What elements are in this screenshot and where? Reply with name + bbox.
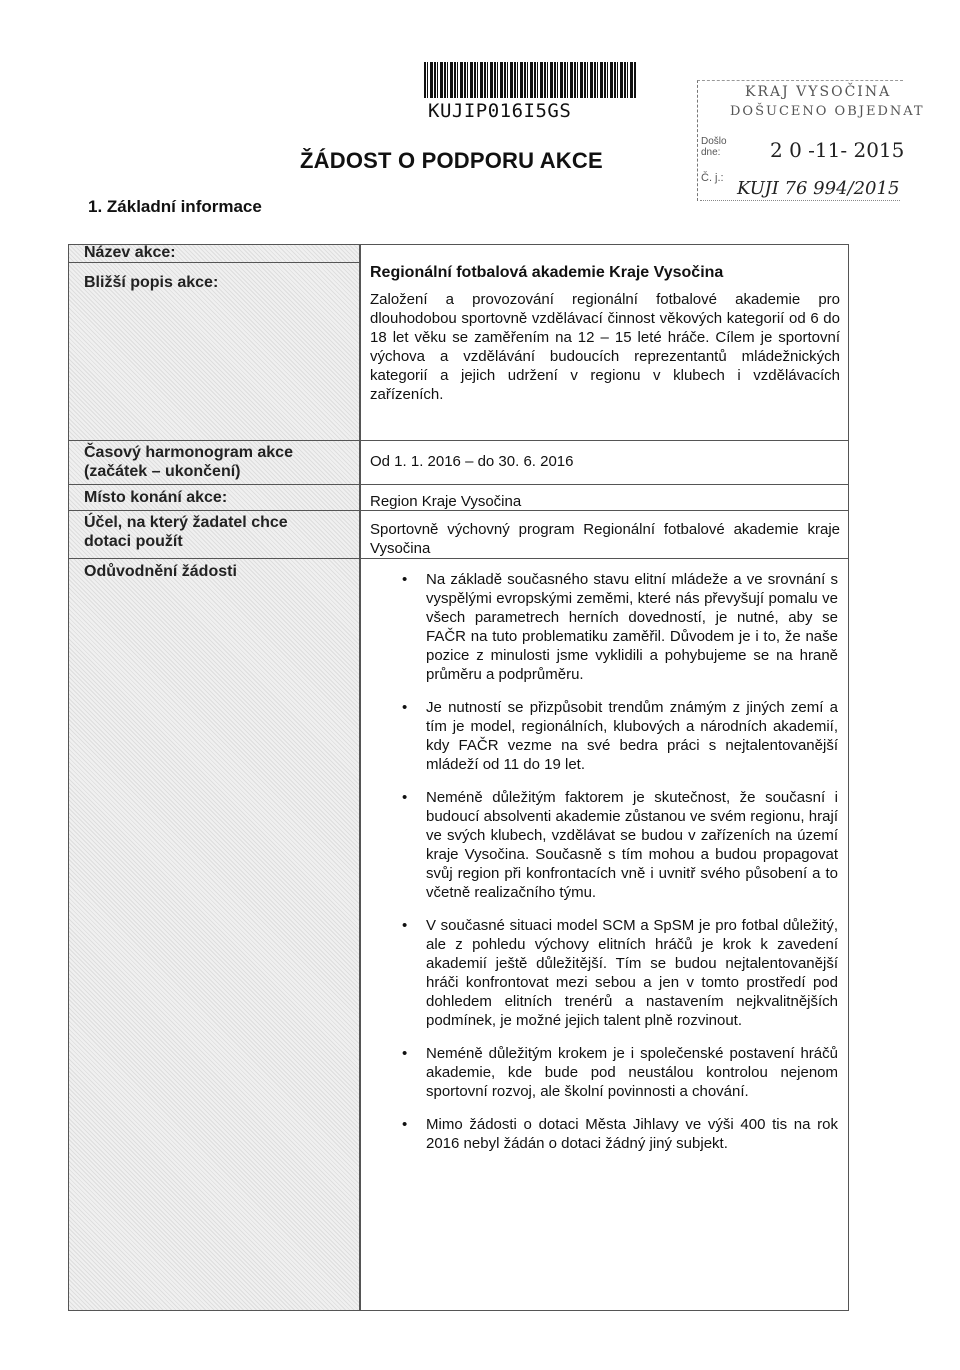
value-schedule: Od 1. 1. 2016 – do 30. 6. 2016 <box>370 453 574 470</box>
label-column <box>68 244 361 1311</box>
justification-list <box>368 570 838 1167</box>
stamp-authority: KRAJ VYSOČINA <box>745 84 892 100</box>
label-place: Místo konání akce: <box>84 489 228 506</box>
list-item <box>368 570 838 684</box>
label-schedule: Časový harmonogram akce (začátek – ukončení) <box>84 444 293 480</box>
stamp-reference-number: KUJI 76 994/2015 <box>737 178 900 199</box>
bullet-icon: • <box>402 571 408 588</box>
stamp-date: 2 0 -11- 2015 <box>770 138 905 162</box>
document-code: KUJIP016I5GS <box>428 100 572 122</box>
stamp-office: DOŠUCENO OBJEDNAT <box>730 104 925 119</box>
value-purpose: Sportovně výchovný program Regionální fotbalové akademie kraje Vysočina <box>370 521 840 557</box>
row-divider <box>68 440 848 441</box>
bullet-icon: • <box>402 789 408 806</box>
list-item-text: Neméně důležitým krokem je i společenské postavení hráčů akademie, kde bude pod neustálou kontrolou nejenom sportovní rozvoj, ale školní povinnosti a chování. <box>426 1045 838 1100</box>
list-item <box>368 698 838 774</box>
list-item <box>368 1044 838 1101</box>
bullet-icon: • <box>402 699 408 716</box>
stamp-received-label: Došlo dne: <box>701 136 727 158</box>
row-divider <box>68 484 848 485</box>
label-description: Bližší popis akce: <box>84 274 219 291</box>
list-item-text: Mimo žádosti o dotaci Města Jihlavy ve výši 400 tis na rok 2016 nebyl žádán o dotaci žádný jiný subjekt. <box>426 1116 838 1152</box>
value-description: Založení a provozování regionální fotbalové akademie pro dlouhodobou sportovně vzdělávací činnost věkových kategorií od 6 do 18 let věku se zaměřením na 12 – 15 leté hráče. Cílem je sportovní výchova a vzdělávání budoucích reprezentantů mládežnických kategorií a jejich udržení v regionu v klubech i vzdělávacích zařízeních. <box>370 291 840 403</box>
list-item <box>368 916 838 1030</box>
list-item-text: V současné situaci model SCM a SpSM je pro fotbal důležitý, ale z pohledu výchovy elitních hráčů je krok k zavedení akademií ještě důležitější. Tím se budou nejtalentovanější hráči konfrontovat mezi sebou a jen v tomto prostředí pod dohledem elitních trenérů a nastavením nejkvalitnějších podmínek, je možné jejich talent plně rozvinout. <box>426 917 838 1029</box>
list-item <box>368 788 838 902</box>
value-place: Region Kraje Vysočina <box>370 493 522 510</box>
row-divider <box>68 558 848 559</box>
list-item-text: Je nutností se přizpůsobit trendům známým z jiných zemí a tím je model, regionálních, klubových a národních akademií, kdy FAČR vezme na své bedra práci s nejtalentovanější mládeží od 11 do 19 let. <box>426 699 838 773</box>
label-name: Název akce: <box>84 244 176 261</box>
bullet-icon: • <box>402 917 408 934</box>
barcode <box>424 62 636 98</box>
value-name: Regionální fotbalová akademie Kraje Vysočina <box>370 264 724 281</box>
bullet-icon: • <box>402 1116 408 1133</box>
label-justification: Odůvodnění žádosti <box>84 563 237 580</box>
page-title: ŽÁDOST O PODPORU AKCE <box>300 148 603 173</box>
bullet-icon: • <box>402 1045 408 1062</box>
stamp-divider <box>700 200 900 201</box>
label-purpose: Účel, na který žadatel chce dotaci použít <box>84 514 288 550</box>
section-heading: 1. Základní informace <box>88 197 262 216</box>
row-divider <box>68 262 359 263</box>
list-item-text: Neméně důležitým faktorem je skutečnost, že současní i budoucí absolventi akademie zůstanou ve svém regionu, hrají ve svých klubech, vzdělávat se budou v zařízeních na území kraje Vysočina. Současně s tím mohou a budou propagovat svůj region při konfrontacích vně i uvnitř svého působení a to včetně realizačního týmu. <box>426 789 838 901</box>
list-item <box>368 1115 838 1153</box>
stamp-cj-label: Č. j.: <box>701 172 724 184</box>
list-item-text: Na základě současného stavu elitní mládeže a ve srovnání s vyspělými evropskými zeměmi, které nás převyšují pomalu ve všech parametrech herních dovedností, je nutné, aby se FAČR na tuto problematiku zaměřil. Důvodem je i to, že naše pozice z minulosti jsme vyklidili a pohybujeme se na hraně průměru a podprůměru. <box>426 571 838 683</box>
